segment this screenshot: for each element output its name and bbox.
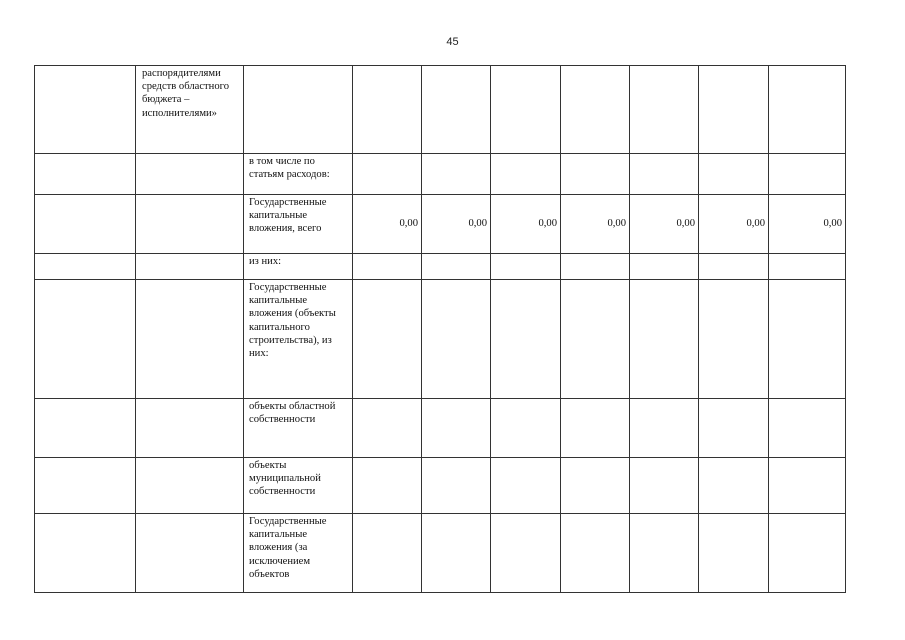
row-value-cell (491, 154, 561, 195)
row-value-cell (491, 399, 561, 458)
row-value-cell (769, 514, 846, 593)
row-value-cell (561, 514, 630, 593)
row-description-cell: объекты муниципальной собственности (244, 458, 353, 514)
row-value-cell (561, 254, 630, 280)
row-value-cell (699, 514, 769, 593)
table-row (35, 254, 846, 280)
row-executor-cell (136, 514, 244, 593)
row-value-cell (630, 66, 699, 154)
row-code-cell (35, 399, 136, 458)
row-executor-cell (136, 399, 244, 458)
row-value-cell: 0,00 (422, 195, 491, 254)
row-code-cell (35, 195, 136, 254)
row-value-cell (699, 154, 769, 195)
row-value-cell (769, 399, 846, 458)
row-value-cell (491, 254, 561, 280)
row-value-cell (699, 254, 769, 280)
row-value-cell: 0,00 (491, 195, 561, 254)
row-value-cell (769, 66, 846, 154)
row-value-cell (422, 399, 491, 458)
row-value-cell (630, 399, 699, 458)
row-executor-cell (136, 154, 244, 195)
row-value-cell (353, 458, 422, 514)
row-code-cell (35, 254, 136, 280)
row-value-cell (630, 280, 699, 399)
row-value-cell (353, 66, 422, 154)
row-value-cell (491, 280, 561, 399)
row-value-cell: 0,00 (699, 195, 769, 254)
table-row (35, 195, 846, 254)
row-value-cell (769, 254, 846, 280)
row-value-cell (422, 280, 491, 399)
row-value-cell (561, 399, 630, 458)
row-value-cell (769, 154, 846, 195)
row-description-cell: Государственные капитальные вложения (объекты капитального строительства), из них: (244, 280, 353, 399)
row-value-cell (353, 514, 422, 593)
row-value-cell (630, 154, 699, 195)
row-value-cell (769, 458, 846, 514)
row-code-cell (35, 458, 136, 514)
table-row (35, 154, 846, 195)
row-description-cell: в том числе по статьям расходов: (244, 154, 353, 195)
table-row (35, 66, 846, 154)
row-value-cell (422, 514, 491, 593)
table-row (35, 514, 846, 593)
row-code-cell (35, 514, 136, 593)
table-row (35, 280, 846, 399)
row-value-cell (491, 66, 561, 154)
row-description-cell (244, 66, 353, 154)
row-executor-cell (136, 195, 244, 254)
row-description-cell: Государственные капитальные вложения, всего (244, 195, 353, 254)
row-description-cell: объекты областной собственности (244, 399, 353, 458)
row-value-cell: 0,00 (561, 195, 630, 254)
row-value-cell (699, 458, 769, 514)
row-value-cell (422, 458, 491, 514)
table-row (35, 458, 846, 514)
row-description-cell: из них: (244, 254, 353, 280)
row-value-cell: 0,00 (630, 195, 699, 254)
row-value-cell (422, 154, 491, 195)
row-value-cell (699, 66, 769, 154)
row-value-cell (422, 66, 491, 154)
row-value-cell (630, 458, 699, 514)
row-description-cell: Государственные капитальные вложения (за исключением объектов (244, 514, 353, 593)
row-value-cell (561, 280, 630, 399)
row-value-cell (630, 254, 699, 280)
row-executor-cell (136, 254, 244, 280)
row-value-cell (491, 514, 561, 593)
row-value-cell: 0,00 (769, 195, 846, 254)
row-code-cell (35, 280, 136, 399)
row-value-cell (561, 154, 630, 195)
row-executor-cell (136, 280, 244, 399)
row-value-cell (353, 254, 422, 280)
row-value-cell (769, 280, 846, 399)
row-code-cell (35, 66, 136, 154)
row-value-cell: 0,00 (353, 195, 422, 254)
row-executor-cell: распорядителями средств областного бюджета – исполнителями» (136, 66, 244, 154)
budget-table (34, 65, 846, 593)
row-value-cell (422, 254, 491, 280)
row-value-cell (699, 280, 769, 399)
row-value-cell (491, 458, 561, 514)
row-value-cell (353, 280, 422, 399)
page-number: 45 (446, 36, 459, 48)
row-executor-cell (136, 458, 244, 514)
row-value-cell (561, 66, 630, 154)
row-value-cell (630, 514, 699, 593)
row-value-cell (353, 154, 422, 195)
table-row (35, 399, 846, 458)
row-value-cell (699, 399, 769, 458)
row-value-cell (353, 399, 422, 458)
row-value-cell (561, 458, 630, 514)
row-code-cell (35, 154, 136, 195)
